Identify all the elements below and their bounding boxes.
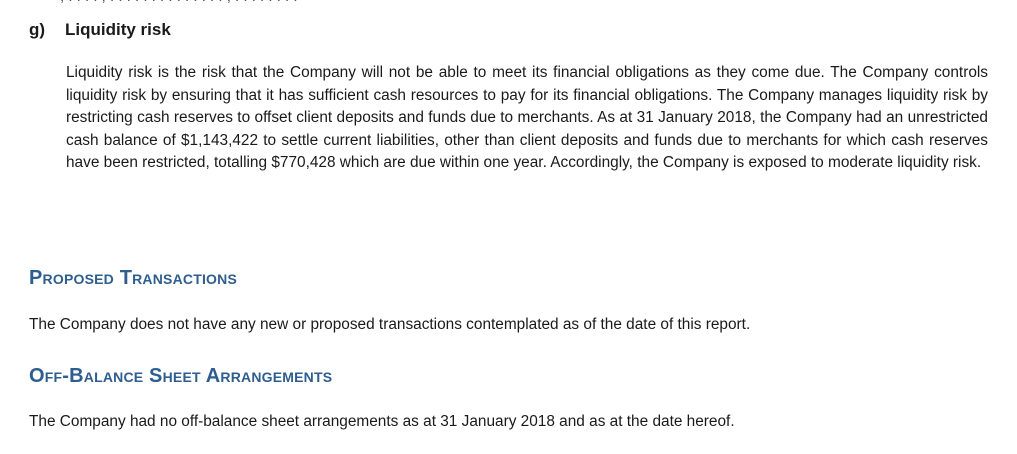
list-marker: g) <box>29 20 46 39</box>
off-balance-sheet-text: The Company had no off-balance sheet arrangements as at 31 January 2018 and as at the date hereof. <box>29 413 735 430</box>
liquidity-risk-title: Liquidity risk <box>65 20 171 39</box>
liquidity-risk-paragraph: Liquidity risk is the risk that the Company will not be able to meet its financial obligations as they come due. The Company controls liquidity risk by ensuring that it has sufficient cash resources to pay for its financial obligations. The Company manages liquidity risk by restricting cash reserves to offset client deposits and funds due to merchants. As at 31 January 2018, the Company had an unrestricted cash balance of $1,143,422 to settle current liabilities, other than client deposits and funds due to merchants for which cash reserves have been restricted, totalling $770,428 which are due within one year. Accordingly, the Company is exposed to moderate liquidity risk. <box>66 64 988 171</box>
cropped-previous-line <box>60 0 760 3</box>
proposed-transactions-text: The Company does not have any new or proposed transactions contemplated as of the date of this report. <box>29 316 751 333</box>
liquidity-risk-heading <box>29 20 171 40</box>
off-balance-sheet-title: Off-Balance Sheet Arrangements <box>29 365 333 387</box>
proposed-transactions-title: Proposed Transactions <box>29 267 237 289</box>
